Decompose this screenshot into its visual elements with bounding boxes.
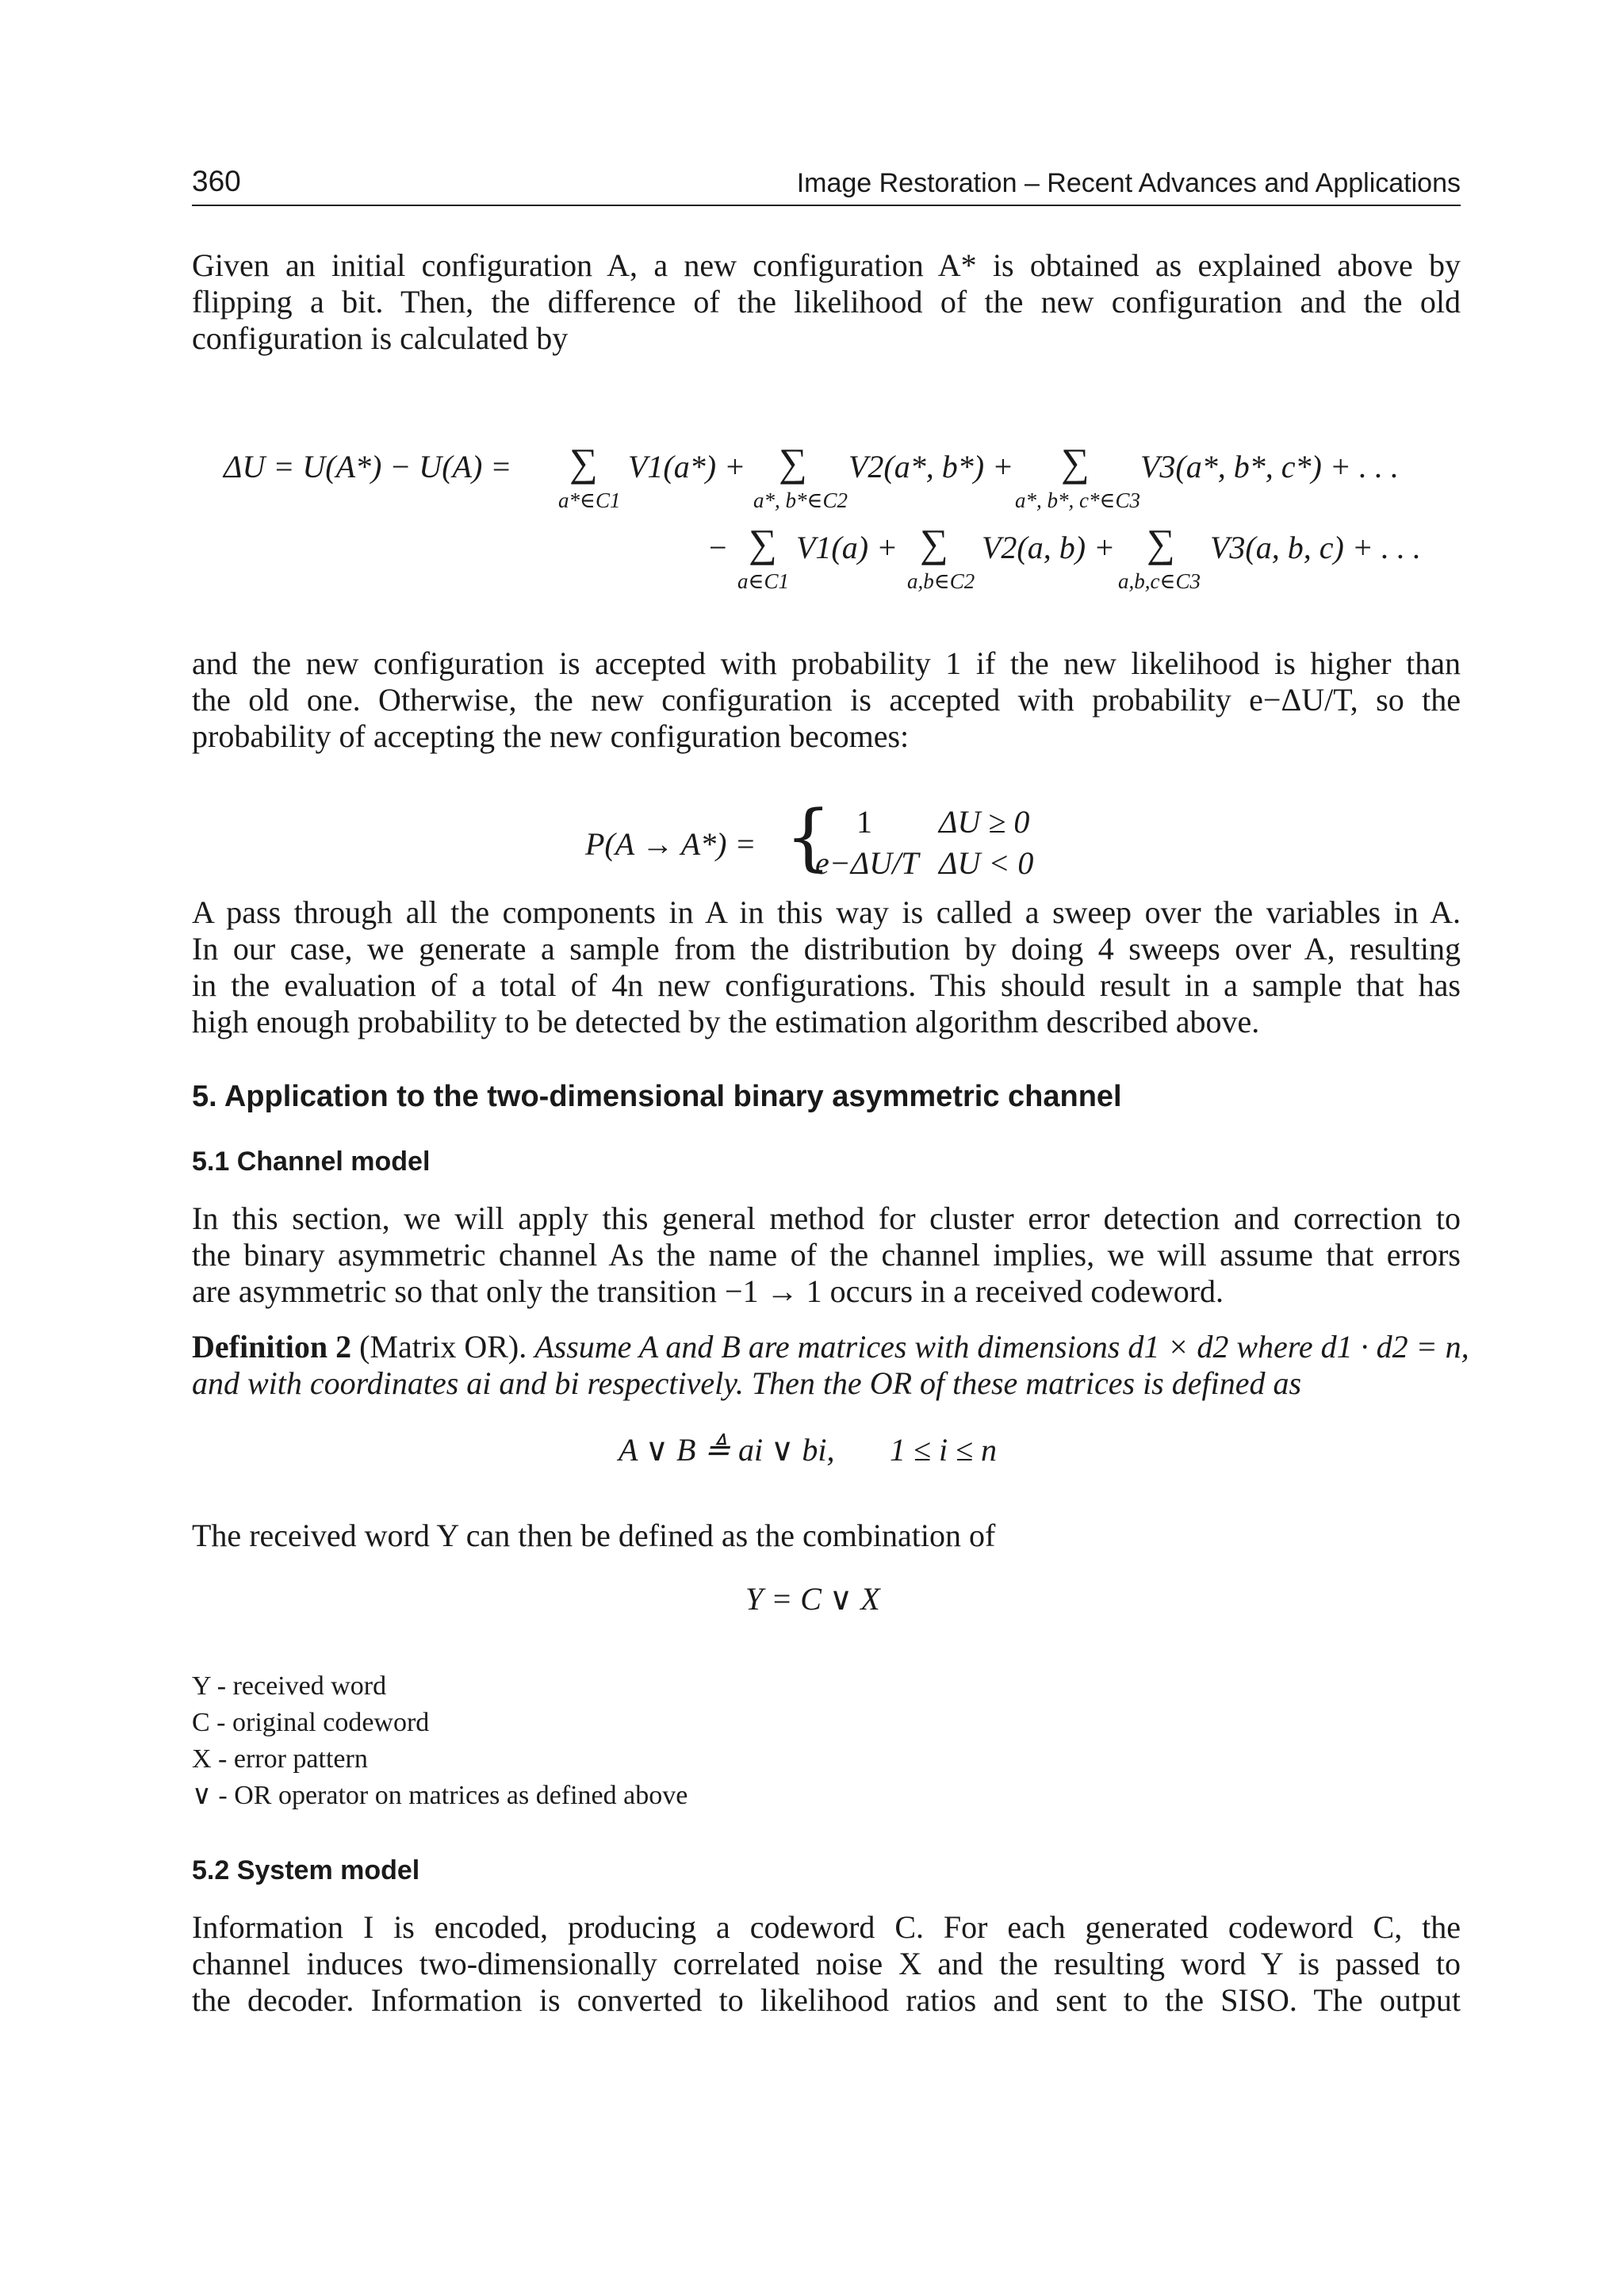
text-line: In this section, we will apply this general method for cluster error detection and correction to [192, 1200, 1461, 1236]
text-line: The received word Y can then be defined as the combination of [192, 1518, 996, 1553]
sum-limit: a*, b*, c*∈C3 [1015, 488, 1140, 512]
page-header [192, 165, 1461, 206]
text-line: A pass through all the components in A in this way is called a sweep over the variables in A. [192, 894, 1461, 930]
text-line: and the new configuration is accepted with probability 1 if the new likelihood is higher than [192, 645, 1461, 681]
section-heading: 5. Application to the two-dimensional binary asymmetric channel [192, 1080, 1122, 1113]
acceptance-paragraph [192, 645, 1461, 755]
definition-text: Assume A and B are matrices with dimensions d1 × d2 where d1 · d2 = n, [534, 1329, 1469, 1365]
text-line: the old one. Otherwise, the new configuration is accepted with probability e−ΔU/T, so the [192, 682, 1461, 718]
legend-item: ∨ - OR operator on matrices as defined above [192, 1781, 688, 1810]
text-line: configuration is calculated by [192, 320, 569, 356]
text-line: In our case, we generate a sample from the distribution by doing 4 sweeps over A, resulting [192, 931, 1461, 967]
text-line: are asymmetric so that only the transition −1 → 1 occurs in a received codeword. [192, 1273, 1224, 1309]
sum-limit: a,b∈C2 [907, 569, 975, 593]
eq-term: V3(a, b, c) + . . . [1210, 530, 1421, 565]
eq-term: V1(a*) + [628, 449, 746, 484]
sum-symbol: ∑ [779, 440, 807, 484]
running-title: Image Restoration – Recent Advances and Applications [796, 168, 1461, 198]
subsection-heading: 5.1 Channel model [192, 1146, 431, 1177]
eq-term: V2(a*, b*) + [848, 449, 1014, 484]
text-line: channel induces two-dimensionally correlated noise X and the resulting word Y is passed to [192, 1946, 1461, 1981]
or-range: 1 ≤ i ≤ n [890, 1432, 998, 1468]
legend-item: C - original codeword [192, 1708, 430, 1737]
sweep-paragraph [192, 894, 1461, 1040]
text-line: Given an initial configuration A, a new configuration A* is obtained as explained above by [192, 247, 1461, 283]
sum-symbol: ∑ [1147, 521, 1175, 565]
prob-lhs: P(A → A*) = [585, 826, 756, 862]
eq-term: V3(a*, b*, c*) + . . . [1140, 449, 1399, 484]
symbol-legend [192, 1668, 688, 1814]
sum-symbol: ∑ [1061, 440, 1090, 484]
text-line: Information I is encoded, producing a codeword C. For each generated codeword C, the [192, 1909, 1461, 1945]
text-line: the binary asymmetric channel As the name of the channel implies, we will assume that errors [192, 1237, 1461, 1273]
delta-u-lhs: ΔU = U(A*) − U(A) = [224, 449, 512, 484]
eq-term: V1(a) + [796, 530, 898, 565]
page-number: 360 [192, 165, 241, 197]
y-equation: Y = C ∨ X [745, 1581, 880, 1617]
cases-brace: { [785, 794, 832, 879]
sum-limit: a,b,c∈C3 [1118, 569, 1201, 593]
case1-condition: ΔU ≥ 0 [939, 804, 1030, 840]
minus-sign: − [709, 530, 727, 565]
or-expression: A ∨ B ≜ ai ∨ bi, [619, 1432, 835, 1468]
definition-name: (Matrix OR). [359, 1329, 527, 1365]
received-paragraph [192, 1518, 1461, 1554]
text-line: high enough probability to be detected by the estimation algorithm described above. [192, 1004, 1260, 1039]
sum-limit: a∈C1 [737, 569, 789, 593]
system-paragraph [192, 1909, 1461, 2019]
sum-symbol: ∑ [749, 521, 777, 565]
intro-paragraph [192, 247, 1461, 357]
legend-item: Y - received word [192, 1671, 387, 1701]
text-line: the decoder. Information is converted to likelihood ratios and sent to the SISO. The output [192, 1982, 1461, 2018]
definition-label: Definition 2 [192, 1329, 352, 1365]
text-line: probability of accepting the new configuration becomes: [192, 718, 910, 754]
channel-paragraph [192, 1200, 1461, 1310]
sum-symbol: ∑ [920, 521, 948, 565]
case2-condition: ΔU < 0 [939, 845, 1034, 881]
sum-symbol: ∑ [569, 440, 598, 484]
eq-term: V2(a, b) + [982, 530, 1116, 565]
text-line [192, 1329, 1469, 1365]
legend-item: X - error pattern [192, 1744, 368, 1774]
sum-limit: a*∈C1 [558, 488, 621, 512]
text-line: flipping a bit. Then, the difference of the likelihood of the new configuration and the old [192, 284, 1461, 320]
case1-value: 1 [856, 804, 872, 840]
sum-limit: a*, b*∈C2 [753, 488, 848, 512]
subsection-heading: 5.2 System model [192, 1855, 420, 1885]
definition-block [192, 1329, 1469, 1402]
text-line: in the evaluation of a total of 4n new configurations. This should result in a sample that has [192, 967, 1461, 1003]
case2-value: e−ΔU/T [815, 845, 919, 881]
definition-text: and with coordinates ai and bi respectively. Then the OR of these matrices is defined as [192, 1365, 1302, 1401]
text-line [192, 1365, 1461, 1402]
